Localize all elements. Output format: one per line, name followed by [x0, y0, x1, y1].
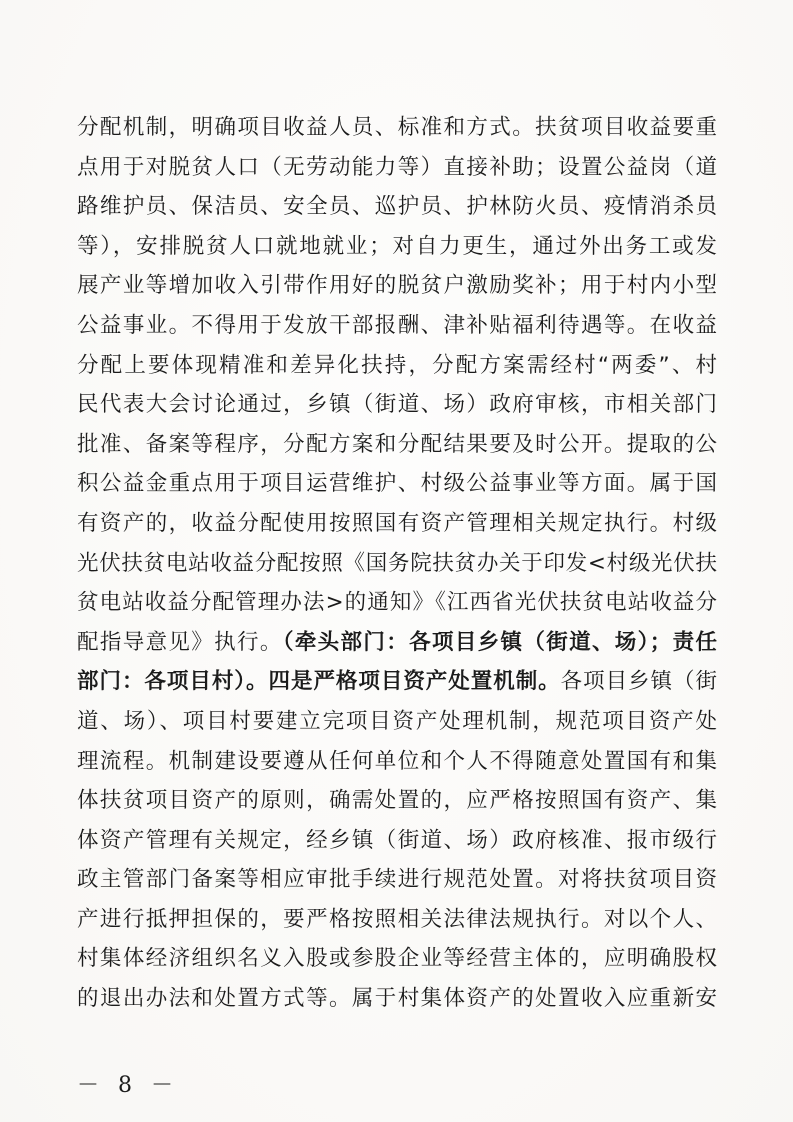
text-line	[77, 781, 717, 821]
bold-text-segment: 部门：各项目村）。四是严格项目资产处置机制。	[77, 669, 561, 695]
text-line	[77, 939, 717, 979]
text-segment: 民代表大会讨论通过，乡镇（街道、场）政府审核，市相关部门	[77, 392, 717, 418]
text-line	[77, 266, 717, 306]
text-line	[77, 900, 717, 940]
text-line	[77, 187, 717, 227]
text-segment: 点用于对脱贫人口（无劳动能力等）直接补助；设置公益岗（道	[77, 154, 717, 180]
text-line	[77, 623, 717, 663]
bold-text-segment: （牵头部门：各项目乡镇（街道、场）；责任	[282, 629, 717, 655]
body-text	[77, 108, 717, 1019]
text-segment: 分配机制，明确项目收益人员、标准和方式。扶贫项目收益要重	[77, 115, 717, 140]
text-line	[77, 346, 717, 386]
text-segment: 配指导意见》执行。	[77, 629, 283, 655]
text-line	[77, 860, 717, 900]
text-segment: 等），安排脱贫人口就地就业；对自力更生，通过外出务工或发	[77, 233, 717, 259]
text-segment: 展产业等增加收入引带作用好的脱贫户激励奖补；用于村内小型	[77, 273, 717, 299]
text-segment: 政主管部门备案等相应审批手续进行规范处置。对将扶贫项目资	[77, 867, 717, 893]
text-line	[77, 425, 717, 465]
text-segment: 批准、备案等程序，分配方案和分配结果要及时公开。提取的公	[77, 431, 717, 457]
text-line	[77, 504, 717, 544]
text-segment: 产进行抵押担保的，要严格按照相关法律法规执行。对以个人、	[77, 906, 717, 932]
text-line	[77, 979, 717, 1019]
text-line	[77, 702, 717, 742]
text-line	[77, 583, 717, 623]
text-segment: 体资产管理有关规定，经乡镇（街道、场）政府核准、报市级行	[77, 827, 717, 853]
text-segment: 路维护员、保洁员、安全员、巡护员、护林防火员、疫情消杀员	[77, 194, 717, 220]
text-line	[77, 148, 717, 188]
text-segment: 村集体经济组织名义入股或参股企业等经营主体的，应明确股权	[77, 946, 717, 972]
text-segment: 体扶贫项目资产的原则，确需处置的，应严格按照国有资产、集	[77, 788, 717, 814]
text-segment: 光伏扶贫电站收益分配按照《国务院扶贫办关于印发<村级光伏扶	[77, 550, 717, 576]
text-segment: 道、场）、项目村要建立完项目资产处理机制，规范项目资产处	[77, 708, 717, 734]
text-line	[77, 464, 717, 504]
text-segment: 公益事业。不得用于发放干部报酬、津补贴福利待遇等。在收益	[77, 312, 717, 338]
text-segment: 积公益金重点用于项目运营维护、村级公益事业等方面。属于国	[77, 471, 717, 497]
text-segment: 分配上要体现精准和差异化扶持，分配方案需经村“两委”、村	[77, 352, 717, 378]
text-segment: 有资产的，收益分配使用按照国有资产管理相关规定执行。村级	[77, 510, 717, 536]
text-segment: 贫电站收益分配管理办法>的通知》《江西省光伏扶贫电站收益分	[77, 590, 717, 616]
text-line	[77, 742, 717, 782]
text-line	[77, 544, 717, 584]
text-segment: 理流程。机制建设要遵从任何单位和个人不得随意处置国有和集	[77, 748, 717, 774]
text-line	[77, 108, 717, 148]
text-segment: 的退出办法和处置方式等。属于村集体资产的处置收入应重新安	[77, 986, 717, 1012]
text-segment: 各项目乡镇（街	[560, 669, 717, 695]
text-line	[77, 821, 717, 861]
page-number: － 8 －	[77, 1073, 179, 1098]
text-line	[77, 306, 717, 346]
text-line	[77, 385, 717, 425]
text-line	[77, 227, 717, 267]
text-line	[77, 662, 717, 702]
